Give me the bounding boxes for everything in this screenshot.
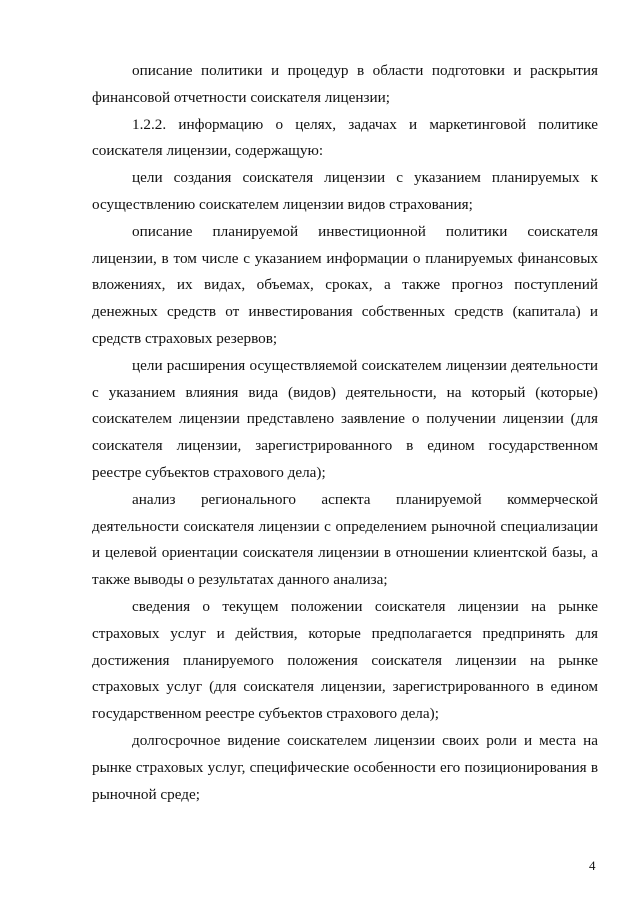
paragraph-financial-reporting-policy: описание политики и процедур в области подготовки и раскрытия финансовой отчетности соискателя лицензии;: [92, 62, 598, 106]
document-page: [92, 58, 598, 808]
page-number: 4: [589, 858, 596, 873]
paragraph-section-1-2-2: 1.2.2. информацию о целях, задачах и маркетинговой политике соискателя лицензии, содержащую:: [92, 115, 598, 160]
paragraph-investment-policy: описание планируемой инвестиционной политики соискателя лицензии, в том числе с указанием информации о планируемых финансовых вложениях, их видах, объемах, сроках, а также прогноз поступлений денежных средств от инвестирования собственных средств (капитала) и средств страховых резервов;: [92, 222, 598, 347]
paragraph-regional-analysis: анализ регионального аспекта планируемой коммерческой деятельности соискателя лицензии с определением рыночной специализации и целевой ориентации соискателя лицензии в отношении клиентской базы, а также выводы о результатах данного анализа;: [92, 490, 598, 589]
paragraph-expansion-goals: цели расширения осуществляемой соискателем лицензии деятельности с указанием влияния вида (видов) деятельности, на который (которые) соискателем лицензии представлено заявление о получении лицензии (для соискателя лицензии, зарегистрированного в едином государственном реестре субъектов страхового дела);: [92, 356, 598, 481]
paragraph-market-position: сведения о текущем положении соискателя лицензии на рынке страховых услуг и действия, которые предполагается предпринять для достижения планируемого положения соискателя лицензии на рынке страховых услуг (для соискателя лицензии, зарегистрированного в едином государственном реестре субъектов страхового дела);: [92, 597, 598, 723]
paragraph-long-term-vision: долгосрочное видение соискателем лицензии своих роли и места на рынке страховых услуг, специфические особенности его позиционирования в рыночной среде;: [92, 731, 598, 803]
paragraph-creation-goals: цели создания соискателя лицензии с указанием планируемых к осуществлению соискателем лицензии видов страхования;: [92, 169, 598, 213]
